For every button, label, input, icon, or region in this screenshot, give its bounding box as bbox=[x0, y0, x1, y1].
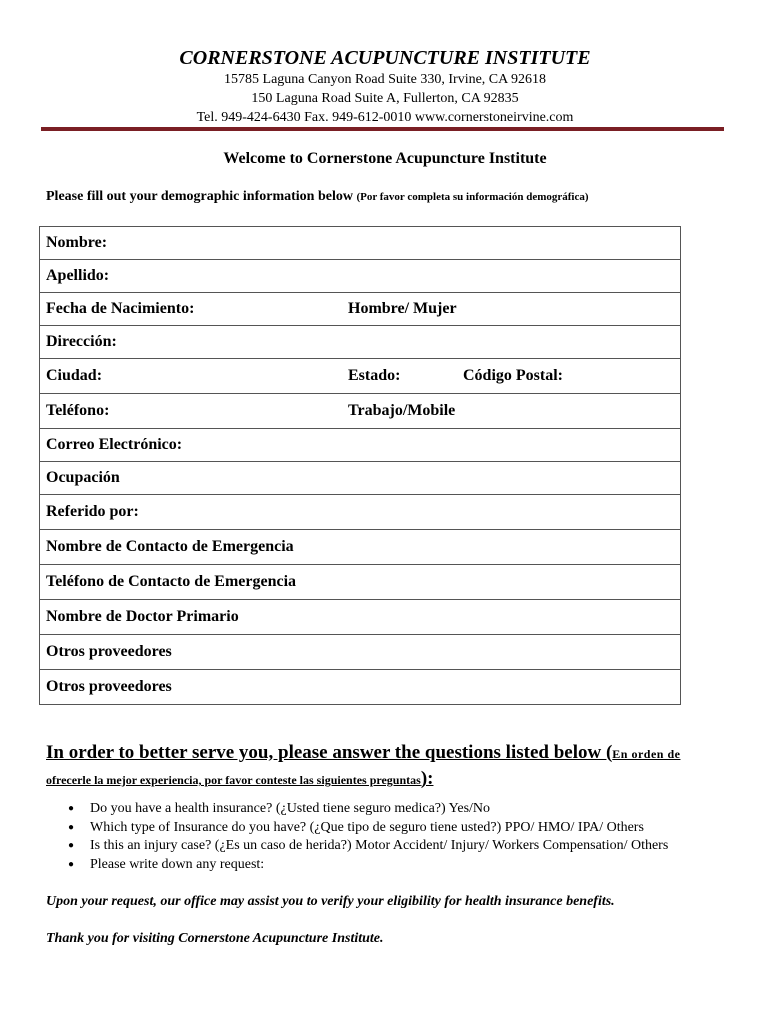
form-row-otros-2[interactable] bbox=[40, 670, 681, 705]
form-row-telefono-emergencia[interactable] bbox=[40, 565, 681, 600]
field-estado: Estado: bbox=[348, 367, 401, 384]
field-fecha-sexo[interactable] bbox=[40, 293, 681, 326]
form-row-contacto-emergencia[interactable] bbox=[40, 530, 681, 565]
instruction-en: Please fill out your demographic information below bbox=[46, 189, 353, 204]
question-insurance: ● Do you have a health insurance? (¿Usted tiene seguro medica?) Yes/No bbox=[46, 800, 668, 819]
address-irvine: 15785 Laguna Canyon Road Suite 330, Irvine, CA 92618 bbox=[224, 72, 546, 87]
form-row-ocupacion[interactable] bbox=[40, 462, 681, 495]
instruction-es: (Por favor completa su información demográfica) bbox=[356, 191, 589, 203]
field-ocupacion[interactable]: Ocupación bbox=[40, 462, 681, 495]
field-nombre[interactable]: Nombre: bbox=[40, 227, 681, 260]
thank-you-note: Thank you for visiting Cornerstone Acupuncture Institute. bbox=[46, 931, 384, 946]
field-ciudad: Ciudad: bbox=[46, 367, 103, 384]
field-doctor-primario[interactable]: Nombre de Doctor Primario bbox=[40, 600, 681, 635]
field-telefono: Teléfono: bbox=[46, 402, 110, 419]
field-sexo: Hombre/ Mujer bbox=[348, 300, 457, 317]
address-fullerton: 150 Laguna Road Suite A, Fullerton, CA 92835 bbox=[251, 91, 519, 106]
question-injury-case: ● Is this an injury case? (¿Es un caso de herida?) Motor Accident/ Injury/ Workers Compensation/ Others bbox=[46, 837, 668, 856]
form-row-correo[interactable] bbox=[40, 429, 681, 462]
verify-eligibility-note: Upon your request, our office may assist you to verify your eligibility for health insurance benefits. bbox=[46, 894, 615, 909]
questions-subtitle-es: ofrecerle la mejor experiencia, por favor conteste las siguientes preguntas bbox=[46, 773, 421, 787]
form-row-direccion[interactable] bbox=[40, 326, 681, 359]
questions-title-es: En orden de bbox=[612, 747, 681, 761]
field-referido[interactable]: Referido por: bbox=[40, 495, 681, 530]
form-row-apellido[interactable] bbox=[40, 260, 681, 293]
header-divider bbox=[41, 127, 724, 131]
contact-line: Tel. 949-424-6430 Fax. 949-612-0010 www.cornerstoneirvine.com bbox=[196, 110, 574, 125]
form-row-telefono[interactable] bbox=[40, 394, 681, 429]
field-trabajo: Trabajo/Mobile bbox=[348, 402, 456, 419]
letterhead bbox=[0, 46, 770, 127]
org-title: CORNERSTONE ACUPUNCTURE INSTITUTE bbox=[179, 47, 591, 69]
field-fecha: Fecha de Nacimiento: bbox=[46, 300, 195, 317]
questions-list bbox=[46, 800, 668, 874]
field-telefono-trabajo[interactable] bbox=[40, 394, 681, 429]
form-row-otros-1[interactable] bbox=[40, 635, 681, 670]
field-telefono-emergencia[interactable]: Teléfono de Contacto de Emergencia bbox=[40, 565, 681, 600]
questions-title bbox=[46, 740, 726, 767]
form-row-doctor[interactable] bbox=[40, 600, 681, 635]
form-row-fecha[interactable] bbox=[40, 293, 681, 326]
field-correo[interactable]: Correo Electrónico: bbox=[40, 429, 681, 462]
welcome-heading: Welcome to Cornerstone Acupuncture Institute bbox=[223, 150, 547, 167]
field-ciudad-estado-codigo[interactable] bbox=[40, 359, 681, 394]
field-direccion[interactable]: Dirección: bbox=[40, 326, 681, 359]
questions-subtitle-end: ): bbox=[420, 768, 434, 789]
form-row-ciudad[interactable] bbox=[40, 359, 681, 394]
field-otros-proveedores-2[interactable]: Otros proveedores bbox=[40, 670, 681, 705]
questions-title-en: In order to better serve you, please answer the questions listed below ( bbox=[46, 742, 613, 763]
field-contacto-emergencia[interactable]: Nombre de Contacto de Emergencia bbox=[40, 530, 681, 565]
demographic-form bbox=[39, 226, 681, 705]
questions-section bbox=[46, 740, 726, 790]
form-row-nombre[interactable] bbox=[40, 227, 681, 260]
field-otros-proveedores-1[interactable]: Otros proveedores bbox=[40, 635, 681, 670]
instruction-text bbox=[46, 189, 589, 205]
questions-subtitle bbox=[46, 769, 726, 790]
form-row-referido[interactable] bbox=[40, 495, 681, 530]
question-insurance-type: ● Which type of Insurance do you have? (¿Que tipo de seguro tiene usted?) PPO/ HMO/ IPA/ Others bbox=[46, 819, 668, 838]
question-request: ● Please write down any request: bbox=[46, 856, 668, 875]
field-apellido[interactable]: Apellido: bbox=[40, 260, 681, 293]
field-codigo-postal: Código Postal: bbox=[463, 367, 563, 384]
